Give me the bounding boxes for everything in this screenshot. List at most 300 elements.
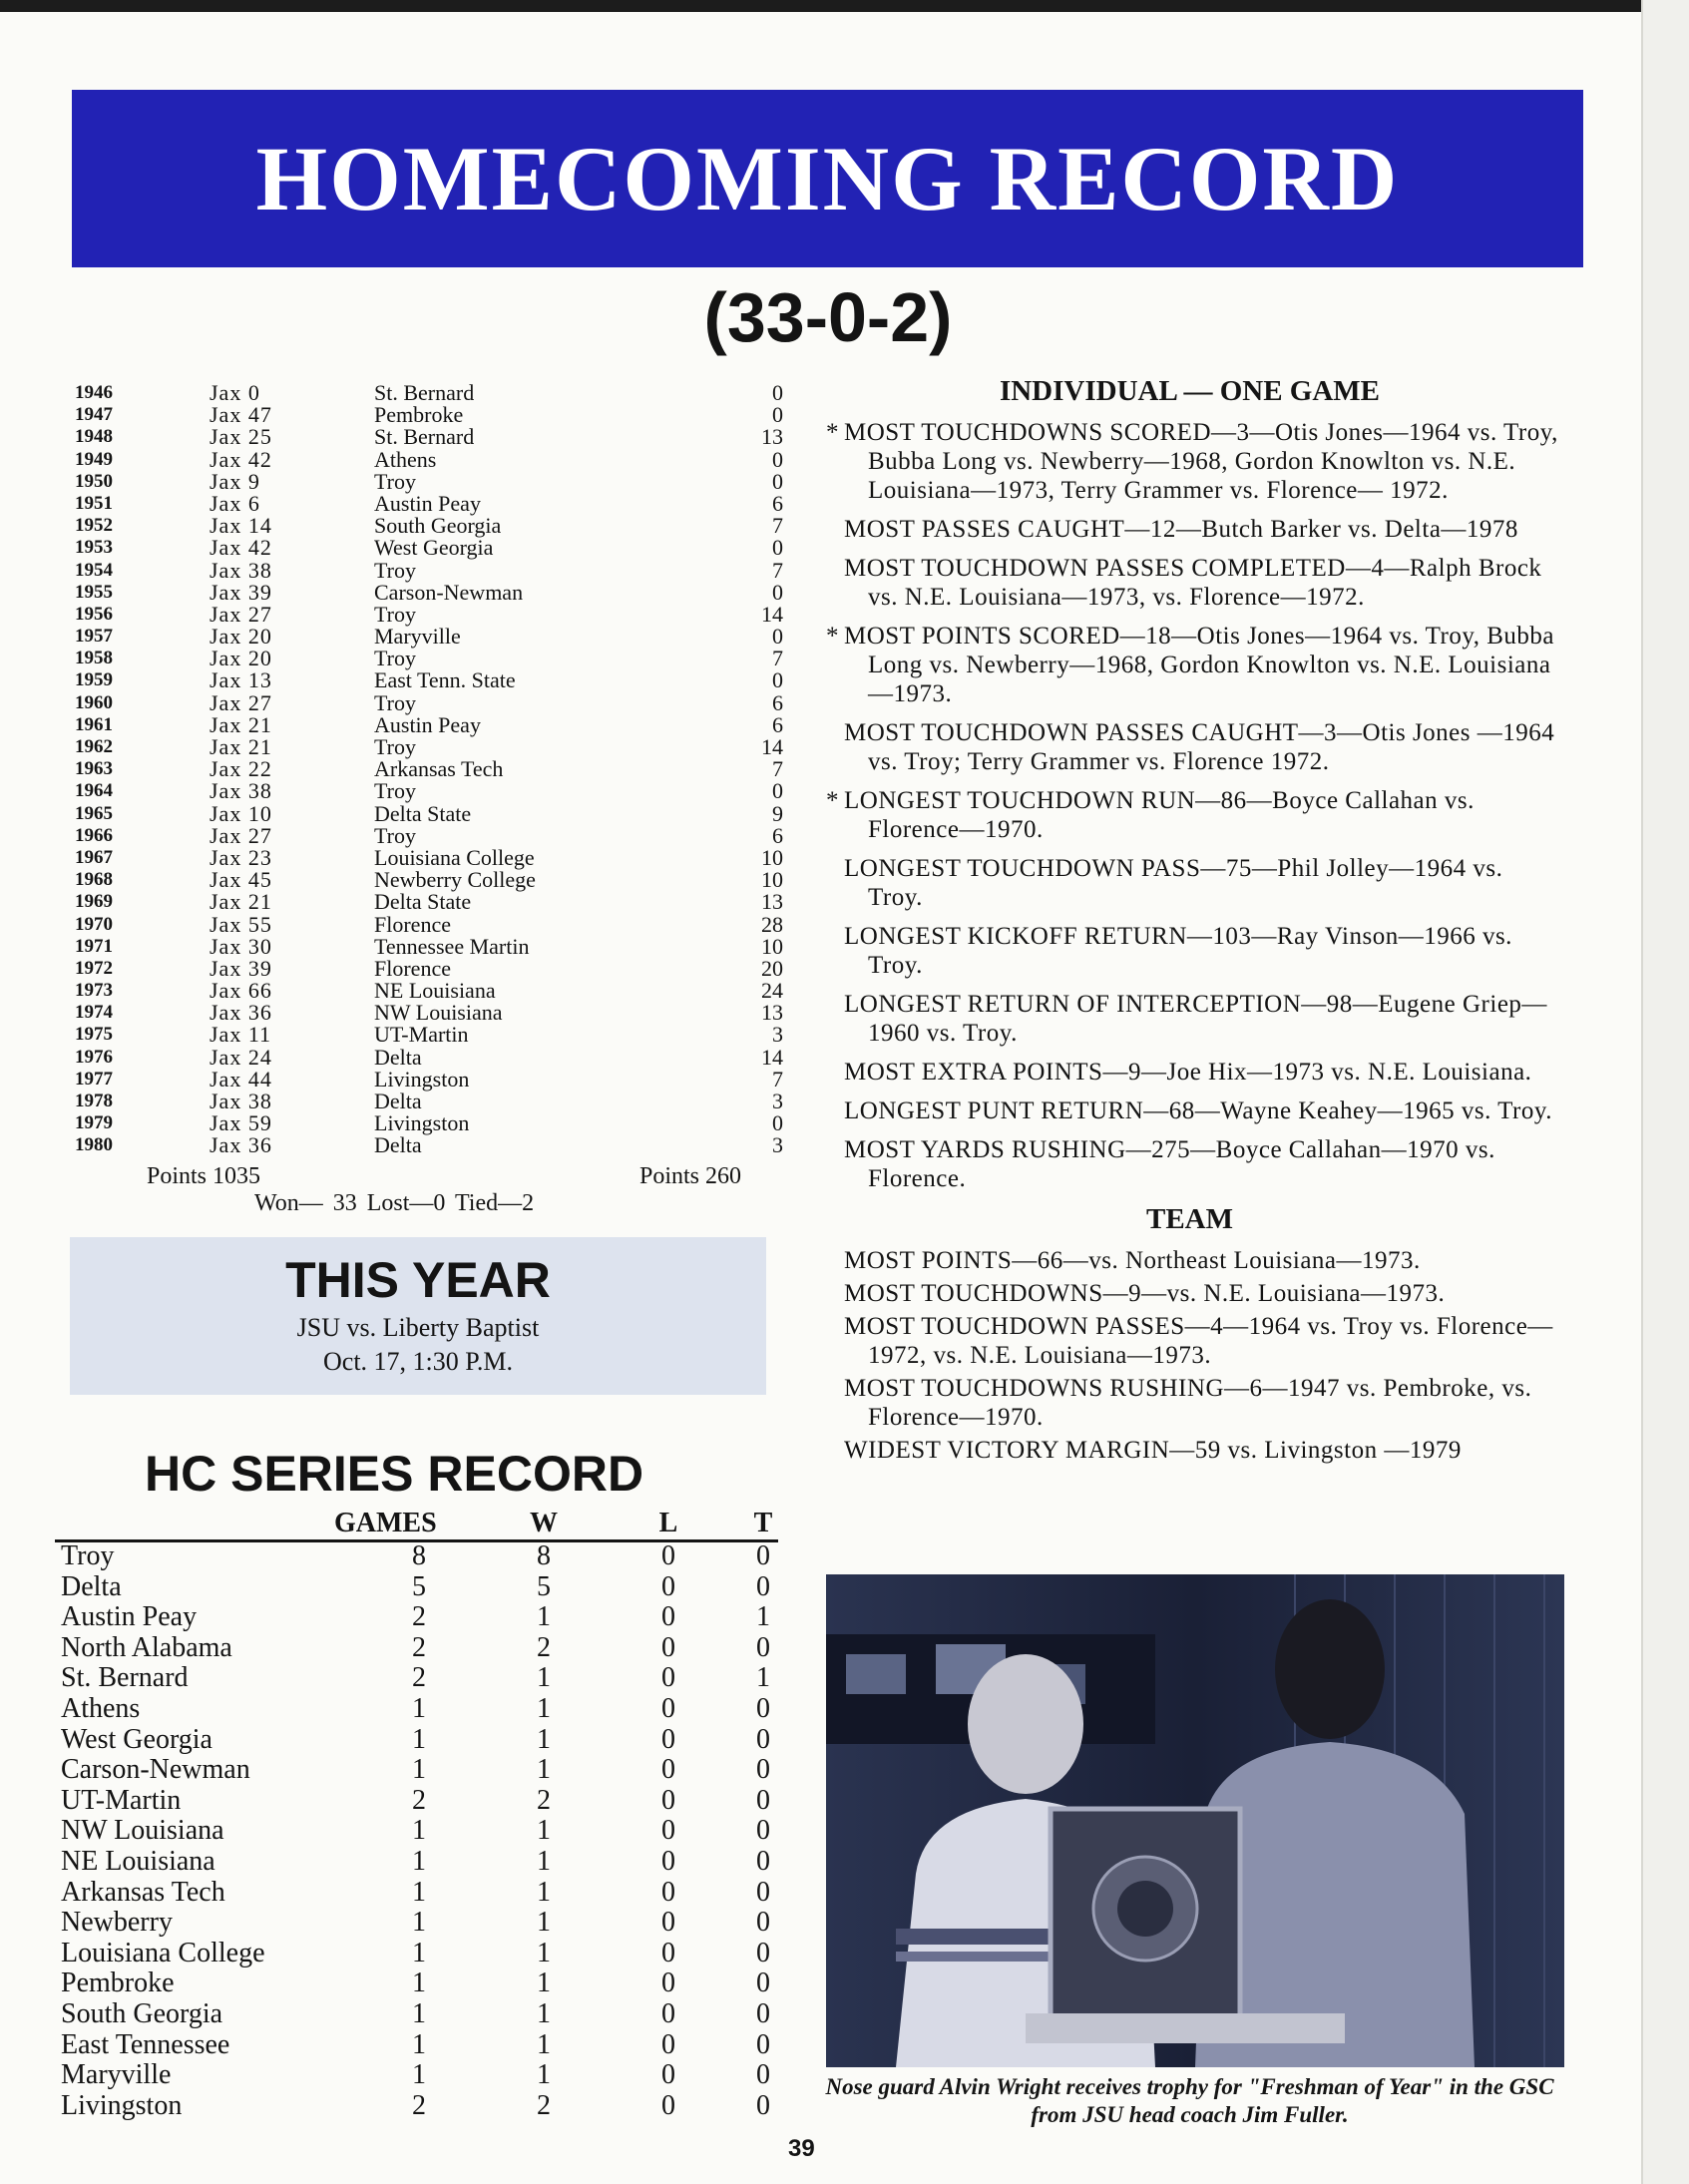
series-losses: 0 bbox=[661, 1967, 675, 1999]
series-team: Troy bbox=[61, 1540, 115, 1571]
series-row bbox=[55, 1541, 778, 1572]
game-year: 1948 bbox=[75, 426, 113, 448]
game-year: 1961 bbox=[75, 713, 113, 735]
opponent-score: 10 bbox=[761, 867, 783, 893]
opponent-name: Livingston bbox=[374, 1110, 470, 1136]
series-ties: 0 bbox=[756, 1967, 770, 1999]
opponent-score: 14 bbox=[761, 1044, 783, 1070]
opponent-name: Troy bbox=[374, 689, 416, 715]
opponent-name: Athens bbox=[374, 446, 437, 472]
series-games: 1 bbox=[412, 2059, 426, 2091]
series-wins: 1 bbox=[537, 2028, 551, 2060]
game-year: 1965 bbox=[75, 802, 113, 824]
opponent-name: Troy bbox=[374, 468, 416, 494]
series-row bbox=[55, 1999, 778, 2030]
opponent-score: 7 bbox=[772, 756, 783, 782]
jax-score: Jax 30 bbox=[210, 933, 272, 959]
game-row bbox=[65, 933, 783, 959]
game-row bbox=[65, 515, 783, 537]
won-lost-tied-summary: Won— 33 Lost—0 Tied—2 bbox=[254, 1190, 535, 1216]
opponent-score: 20 bbox=[761, 955, 783, 981]
series-losses: 0 bbox=[661, 1601, 675, 1633]
page-title: HOMECOMING RECORD bbox=[255, 128, 1400, 229]
record-text: MOST TOUCHDOWN PASSES COMPLETED—4—Ralph Brock vs. N.E. Louisiana—1973, vs. Florence—1972. bbox=[844, 555, 1542, 611]
game-year: 1970 bbox=[75, 913, 113, 935]
team-record bbox=[818, 1312, 1561, 1370]
series-row bbox=[55, 2091, 778, 2122]
jax-score: Jax 22 bbox=[210, 756, 272, 782]
game-year: 1957 bbox=[75, 626, 113, 648]
record-text: MOST POINTS SCORED—18—Otis Jones—1964 vs. Troy, Bubba Long vs. Newberry—1968, Gordon Knowlton vs. N.E. Louisiana—1973. bbox=[844, 623, 1555, 707]
series-games: 8 bbox=[412, 1540, 426, 1571]
game-row bbox=[65, 404, 783, 426]
jax-score: Jax 21 bbox=[210, 734, 272, 759]
opponent-score: 13 bbox=[761, 889, 783, 915]
team-record bbox=[818, 1436, 1561, 1465]
series-team: UT-Martin bbox=[61, 1784, 182, 1816]
opponent-name: Delta State bbox=[374, 889, 472, 915]
series-losses: 0 bbox=[661, 1570, 675, 1602]
series-ties: 0 bbox=[756, 1570, 770, 1602]
jax-score: Jax 39 bbox=[210, 955, 272, 981]
jax-score: Jax 38 bbox=[210, 778, 272, 804]
individual-record bbox=[818, 554, 1561, 612]
series-team: South Georgia bbox=[61, 1997, 223, 2029]
game-year: 1958 bbox=[75, 648, 113, 669]
opponent-name: Delta bbox=[374, 1132, 422, 1158]
game-year: 1976 bbox=[75, 1046, 113, 1068]
series-row bbox=[55, 1847, 778, 1878]
opponent-name: Carson-Newman bbox=[374, 579, 524, 605]
individual-records bbox=[818, 418, 1561, 1193]
series-team: Pembroke bbox=[61, 1967, 175, 1999]
homecoming-games-table bbox=[65, 382, 783, 1157]
record-text: LONGEST KICKOFF RETURN—103—Ray Vinson—1966 vs. Troy. bbox=[844, 923, 1512, 979]
opponent-score: 7 bbox=[772, 1066, 783, 1092]
opponent-name: Arkansas Tech bbox=[374, 756, 504, 782]
series-games: 2 bbox=[412, 2089, 426, 2121]
series-wins: 2 bbox=[537, 1631, 551, 1663]
game-row bbox=[65, 1002, 783, 1024]
opponent-score: 3 bbox=[772, 1089, 783, 1113]
jax-score: Jax 38 bbox=[210, 557, 272, 583]
series-ties: 0 bbox=[756, 1907, 770, 1939]
opponent-name: Troy bbox=[374, 601, 416, 627]
game-year: 1946 bbox=[75, 382, 113, 403]
series-team: Maryville bbox=[61, 2059, 172, 2091]
game-year: 1977 bbox=[75, 1068, 113, 1090]
header-wins: W bbox=[530, 1508, 558, 1538]
jax-score: Jax 59 bbox=[210, 1110, 272, 1136]
game-year: 1949 bbox=[75, 448, 113, 470]
trophy-photo bbox=[826, 1574, 1564, 2067]
game-year: 1967 bbox=[75, 846, 113, 868]
opponent-score: 0 bbox=[772, 624, 783, 650]
opponent-score: 0 bbox=[772, 535, 783, 561]
game-row bbox=[65, 844, 783, 870]
series-ties: 0 bbox=[756, 1540, 770, 1571]
opponent-score: 14 bbox=[761, 734, 783, 759]
jax-score: Jax 27 bbox=[210, 822, 272, 848]
series-team: Arkansas Tech bbox=[61, 1876, 225, 1908]
series-row bbox=[55, 1755, 778, 1786]
opponent-score: 7 bbox=[772, 646, 783, 671]
series-games: 1 bbox=[412, 1997, 426, 2029]
series-losses: 0 bbox=[661, 1784, 675, 1816]
jax-score: Jax 39 bbox=[210, 579, 272, 605]
series-wins: 1 bbox=[537, 1907, 551, 1939]
series-team: Livingston bbox=[61, 2089, 183, 2121]
opponent-score: 0 bbox=[772, 402, 783, 428]
game-row bbox=[65, 980, 783, 1002]
opponent-points-total: Points 260 bbox=[639, 1163, 742, 1189]
series-wins: 1 bbox=[537, 1845, 551, 1877]
individual-record bbox=[818, 854, 1561, 912]
series-ties: 1 bbox=[756, 1601, 770, 1633]
opponent-score: 10 bbox=[761, 844, 783, 870]
jax-score: Jax 45 bbox=[210, 867, 272, 893]
record-text: MOST TOUCHDOWN PASSES CAUGHT—3—Otis Jones —1964 vs. Troy; Terry Grammer vs. Florence 1972. bbox=[844, 719, 1555, 775]
game-year: 1980 bbox=[75, 1134, 113, 1156]
series-wins: 1 bbox=[537, 1662, 551, 1694]
opponent-score: 0 bbox=[772, 1110, 783, 1136]
game-year: 1966 bbox=[75, 824, 113, 846]
series-games: 1 bbox=[412, 1907, 426, 1939]
series-losses: 0 bbox=[661, 2028, 675, 2060]
opponent-score: 24 bbox=[761, 978, 783, 1004]
game-row bbox=[65, 758, 783, 780]
record-text: LONGEST TOUCHDOWN PASS—75—Phil Jolley—1964 vs. Troy. bbox=[844, 855, 1503, 911]
opponent-score: 7 bbox=[772, 557, 783, 583]
jax-points-total: Points 1035 bbox=[147, 1163, 261, 1189]
series-losses: 0 bbox=[661, 2089, 675, 2121]
opponent-name: Delta bbox=[374, 1044, 422, 1070]
opponent-name: Pembroke bbox=[374, 402, 464, 428]
game-row bbox=[65, 537, 783, 559]
jax-score: Jax 11 bbox=[210, 1022, 272, 1048]
jax-score: Jax 20 bbox=[210, 624, 272, 650]
record-text: LONGEST TOUCHDOWN RUN—86—Boyce Callahan vs. Florence—1970. bbox=[844, 787, 1475, 843]
opponent-score: 6 bbox=[772, 822, 783, 848]
jax-score: Jax 36 bbox=[210, 1000, 272, 1026]
game-year: 1952 bbox=[75, 515, 113, 537]
this-year-box bbox=[70, 1237, 766, 1395]
game-year: 1964 bbox=[75, 780, 113, 802]
photo-illustration bbox=[826, 1574, 1564, 2067]
series-row bbox=[55, 1968, 778, 1999]
record-text: LONGEST RETURN OF INTERCEPTION—98—Eugene Griep—1960 vs. Troy. bbox=[844, 991, 1547, 1047]
game-row bbox=[65, 955, 783, 981]
game-year: 1953 bbox=[75, 537, 113, 559]
team-heading: TEAM bbox=[1146, 1203, 1233, 1235]
series-games: 2 bbox=[412, 1784, 426, 1816]
opponent-score: 14 bbox=[761, 601, 783, 627]
team-record bbox=[818, 1374, 1561, 1432]
series-row bbox=[55, 1725, 778, 1756]
series-team: NW Louisiana bbox=[61, 1815, 224, 1847]
individual-record bbox=[818, 622, 1561, 708]
opponent-name: Newberry College bbox=[374, 867, 536, 893]
opponent-name: Austin Peay bbox=[374, 490, 481, 516]
series-losses: 0 bbox=[661, 1540, 675, 1571]
game-year: 1978 bbox=[75, 1091, 113, 1111]
series-games: 2 bbox=[412, 1631, 426, 1663]
record-text: LONGEST PUNT RETURN—68—Wayne Keahey—1965 vs. Troy. bbox=[844, 1097, 1553, 1124]
team-records bbox=[818, 1246, 1561, 1465]
jax-score: Jax 21 bbox=[210, 889, 272, 915]
game-year: 1962 bbox=[75, 736, 113, 757]
record-text: MOST POINTS—66—vs. Northeast Louisiana—1973. bbox=[844, 1247, 1421, 1274]
game-row bbox=[65, 891, 783, 913]
series-team: North Alabama bbox=[61, 1631, 232, 1663]
series-team: Newberry bbox=[61, 1907, 173, 1939]
series-losses: 0 bbox=[661, 1662, 675, 1694]
record-text: MOST TOUCHDOWNS SCORED—3—Otis Jones—1964 vs. Troy, Bubba Long vs. Newberry—1968, Gordon Knowlton vs. N.E. Louisiana—1973, Terry Grammer vs. Florence— 1972. bbox=[844, 419, 1558, 504]
series-wins: 5 bbox=[537, 1570, 551, 1602]
game-row bbox=[65, 490, 783, 516]
series-row bbox=[55, 1786, 778, 1817]
individual-record bbox=[818, 786, 1561, 844]
series-team: St. Bernard bbox=[61, 1662, 189, 1694]
this-year-title: THIS YEAR bbox=[285, 1252, 551, 1308]
series-ties: 0 bbox=[756, 1723, 770, 1755]
series-games: 5 bbox=[412, 1570, 426, 1602]
jax-score: Jax 27 bbox=[210, 689, 272, 715]
hc-series-title: HC SERIES RECORD bbox=[145, 1446, 644, 1502]
series-ties: 0 bbox=[756, 2059, 770, 2091]
game-row bbox=[65, 601, 783, 627]
series-ties: 0 bbox=[756, 1876, 770, 1908]
series-row bbox=[55, 2060, 778, 2091]
game-row bbox=[65, 822, 783, 848]
individual-record bbox=[818, 922, 1561, 980]
series-wins: 1 bbox=[537, 1754, 551, 1786]
opponent-name: Delta State bbox=[374, 800, 472, 826]
series-row bbox=[55, 1939, 778, 1969]
record-star-marker: * bbox=[826, 787, 839, 814]
opponent-score: 0 bbox=[772, 579, 783, 605]
record-text: WIDEST VICTORY MARGIN—59 vs. Livingston —1979 bbox=[844, 1437, 1462, 1464]
opponent-score: 0 bbox=[772, 468, 783, 494]
game-year: 1959 bbox=[75, 669, 113, 691]
series-wins: 8 bbox=[537, 1540, 551, 1571]
series-ties: 1 bbox=[756, 1662, 770, 1694]
series-losses: 0 bbox=[661, 1754, 675, 1786]
game-year: 1971 bbox=[75, 935, 113, 957]
hc-series-header bbox=[55, 1508, 778, 1542]
series-wins: 1 bbox=[537, 1692, 551, 1724]
page-number: 39 bbox=[788, 2135, 815, 2162]
title-banner bbox=[72, 90, 1583, 267]
opponent-name: St. Bernard bbox=[374, 380, 475, 405]
series-row bbox=[55, 1572, 778, 1603]
individual-record bbox=[818, 1135, 1561, 1193]
opponent-name: Tennessee Martin bbox=[374, 933, 530, 959]
opponent-score: 0 bbox=[772, 778, 783, 804]
opponent-name: Austin Peay bbox=[374, 711, 481, 737]
series-games: 1 bbox=[412, 1723, 426, 1755]
series-ties: 0 bbox=[756, 1631, 770, 1663]
record-text: MOST EXTRA POINTS—9—Joe Hix—1973 vs. N.E. Louisiana. bbox=[844, 1059, 1532, 1086]
individual-heading: INDIVIDUAL — ONE GAME bbox=[999, 375, 1381, 407]
game-year: 1969 bbox=[75, 891, 113, 913]
jax-score: Jax 42 bbox=[210, 535, 272, 561]
team-record bbox=[818, 1279, 1561, 1308]
opponent-name: NW Louisiana bbox=[374, 1000, 503, 1026]
opponent-score: 0 bbox=[772, 380, 783, 405]
top-border bbox=[0, 0, 1689, 12]
record-star-marker: * bbox=[826, 419, 839, 446]
series-ties: 0 bbox=[756, 1754, 770, 1786]
series-games: 1 bbox=[412, 1815, 426, 1847]
individual-record bbox=[818, 718, 1561, 776]
series-team: East Tennessee bbox=[61, 2028, 230, 2060]
game-row bbox=[65, 468, 783, 494]
series-row bbox=[55, 1878, 778, 1909]
overall-record: (33-0-2) bbox=[703, 278, 953, 356]
game-year: 1960 bbox=[75, 691, 113, 713]
series-team: West Georgia bbox=[61, 1723, 212, 1755]
records-column bbox=[818, 375, 1561, 1469]
game-year: 1972 bbox=[75, 957, 113, 979]
game-row bbox=[65, 648, 783, 669]
series-losses: 0 bbox=[661, 1815, 675, 1847]
series-games: 1 bbox=[412, 2028, 426, 2060]
series-row bbox=[55, 1633, 778, 1664]
opponent-score: 6 bbox=[772, 689, 783, 715]
opponent-name: East Tenn. State bbox=[374, 667, 516, 693]
series-row bbox=[55, 2030, 778, 2061]
game-row bbox=[65, 800, 783, 826]
series-ties: 0 bbox=[756, 1784, 770, 1816]
jax-score: Jax 21 bbox=[210, 711, 272, 737]
opponent-name: St. Bernard bbox=[374, 424, 475, 450]
series-ties: 0 bbox=[756, 1692, 770, 1724]
opponent-name: Florence bbox=[374, 911, 451, 937]
game-row bbox=[65, 736, 783, 758]
series-row bbox=[55, 1663, 778, 1694]
game-row bbox=[65, 1024, 783, 1046]
series-games: 1 bbox=[412, 1845, 426, 1877]
game-row bbox=[65, 669, 783, 691]
series-losses: 0 bbox=[661, 1692, 675, 1724]
jax-score: Jax 36 bbox=[210, 1132, 272, 1158]
game-year: 1979 bbox=[75, 1112, 113, 1134]
jax-score: Jax 23 bbox=[210, 844, 272, 870]
game-row bbox=[65, 446, 783, 472]
series-losses: 0 bbox=[661, 1845, 675, 1877]
jax-score: Jax 42 bbox=[210, 446, 272, 472]
game-row bbox=[65, 689, 783, 715]
game-row bbox=[65, 911, 783, 937]
jax-score: Jax 14 bbox=[210, 513, 272, 539]
opponent-name: Livingston bbox=[374, 1066, 470, 1092]
series-wins: 1 bbox=[537, 2059, 551, 2091]
game-row bbox=[65, 626, 783, 648]
series-losses: 0 bbox=[661, 1997, 675, 2029]
series-losses: 0 bbox=[661, 1723, 675, 1755]
individual-record bbox=[818, 1058, 1561, 1087]
jax-score: Jax 47 bbox=[210, 402, 272, 428]
game-year: 1968 bbox=[75, 869, 113, 891]
game-year: 1951 bbox=[75, 492, 113, 514]
series-team: Louisiana College bbox=[61, 1937, 265, 1968]
header-losses: L bbox=[658, 1508, 678, 1538]
jax-score: Jax 38 bbox=[210, 1089, 272, 1113]
series-team: Delta bbox=[61, 1570, 122, 1602]
opponent-name: Troy bbox=[374, 557, 416, 583]
series-losses: 0 bbox=[661, 2059, 675, 2091]
opponent-score: 6 bbox=[772, 490, 783, 516]
opponent-name: Louisiana College bbox=[374, 844, 535, 870]
series-wins: 2 bbox=[537, 2089, 551, 2121]
opponent-name: Maryville bbox=[374, 624, 461, 650]
individual-record bbox=[818, 418, 1561, 505]
series-ties: 0 bbox=[756, 1997, 770, 2029]
individual-record bbox=[818, 990, 1561, 1048]
game-year: 1950 bbox=[75, 470, 113, 492]
opponent-name: Troy bbox=[374, 778, 416, 804]
series-wins: 1 bbox=[537, 1876, 551, 1908]
series-games: 1 bbox=[412, 1937, 426, 1968]
game-row bbox=[65, 1066, 783, 1092]
series-ties: 0 bbox=[756, 1815, 770, 1847]
jax-score: Jax 27 bbox=[210, 601, 272, 627]
series-row bbox=[55, 1908, 778, 1939]
series-losses: 0 bbox=[661, 1937, 675, 1968]
opponent-score: 6 bbox=[772, 711, 783, 737]
series-row bbox=[55, 1816, 778, 1847]
jax-score: Jax 25 bbox=[210, 424, 272, 450]
series-games: 2 bbox=[412, 1601, 426, 1633]
series-ties: 0 bbox=[756, 2028, 770, 2060]
series-games: 1 bbox=[412, 1692, 426, 1724]
series-wins: 1 bbox=[537, 1967, 551, 1999]
series-losses: 0 bbox=[661, 1907, 675, 1939]
game-row bbox=[65, 711, 783, 737]
opponent-score: 3 bbox=[772, 1022, 783, 1048]
jax-score: Jax 55 bbox=[210, 911, 272, 937]
game-row bbox=[65, 557, 783, 583]
photo-caption: Nose guard Alvin Wright receives trophy for "Freshman of Year" in the GSC from JSU head coach Jim Fuller. bbox=[825, 2074, 1554, 2127]
series-games: 1 bbox=[412, 1876, 426, 1908]
opponent-name: Delta bbox=[374, 1089, 422, 1113]
game-row bbox=[65, 1112, 783, 1134]
jax-score: Jax 66 bbox=[210, 978, 272, 1004]
game-year: 1975 bbox=[75, 1024, 113, 1046]
individual-record bbox=[818, 1096, 1561, 1125]
opponent-score: 28 bbox=[761, 911, 783, 937]
jax-score: Jax 6 bbox=[210, 490, 260, 516]
series-losses: 0 bbox=[661, 1631, 675, 1663]
opponent-score: 7 bbox=[772, 513, 783, 539]
series-team: Carson-Newman bbox=[61, 1754, 250, 1786]
series-row bbox=[55, 1602, 778, 1633]
series-wins: 1 bbox=[537, 1723, 551, 1755]
game-year: 1963 bbox=[75, 758, 113, 780]
game-year: 1973 bbox=[75, 980, 113, 1002]
jax-score: Jax 0 bbox=[210, 380, 260, 405]
game-row bbox=[65, 869, 783, 891]
jax-score: Jax 9 bbox=[210, 468, 260, 494]
this-year-date: Oct. 17, 1:30 P.M. bbox=[323, 1347, 513, 1376]
game-row bbox=[65, 579, 783, 605]
game-year: 1956 bbox=[75, 603, 113, 625]
opponent-name: UT-Martin bbox=[374, 1022, 469, 1048]
record-text: MOST YARDS RUSHING—275—Boyce Callahan—1970 vs. Florence. bbox=[844, 1136, 1495, 1192]
opponent-score: 10 bbox=[761, 933, 783, 959]
series-ties: 0 bbox=[756, 2089, 770, 2121]
